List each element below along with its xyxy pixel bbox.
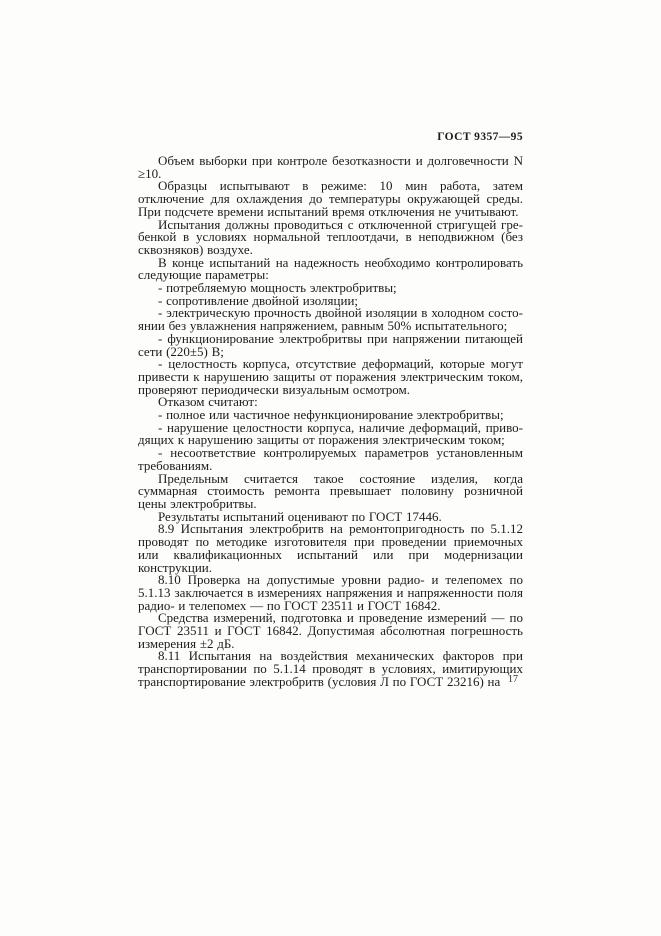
paragraph: - электрическую прочность двойной изоляции в холодном состоянии без увлажнения напряжением, равным 50% испытательного; — [138, 305, 523, 334]
paragraph: Результаты испытаний оценивают по ГОСТ 17446. — [158, 508, 442, 524]
paragraph: 8.11 Испытания на воздействия механических факторов при транспортировании по 5.1.14 проводят в условиях, имитирующих транспортирование электробритв (условия Л по ГОСТ 23216) на — [138, 648, 523, 689]
paragraph: Предельным считается такое состояние изделия, когда суммарная стоимость ремонта превышает половину розничной цены электробритвы. — [138, 470, 523, 511]
paragraph: 8.10 Проверка на допустимые уровни радио- и телепомех по 5.1.13 заключается в измерениях напряжения и напряженности поля радио- и телепомех — по ГОСТ 23511 и ГОСТ 16842. — [138, 572, 523, 613]
running-header: ГОСТ 9357—95 — [437, 131, 523, 143]
paragraph: 8.9 Испытания электробритв на ремонтопригодность по 5.1.12 проводят по методике изготовителя при проведении приемочных или квалификационных испытаний или при модернизации конструкции. — [138, 521, 523, 575]
paragraph: - потребляемую мощность электробритвы; — [158, 280, 397, 296]
paragraph: Образцы испытывают в режиме: 10 мин работа, затем отключение для охлаждения до температуры окружающей среды. При подсчете времени испытаний время отключения не учитывают. — [138, 178, 523, 219]
paragraph: - полное или частичное нефункционирование электробритвы; — [158, 407, 504, 423]
paragraph: Средства измерений, подготовка и проведение измерений — по ГОСТ 23511 и ГОСТ 16842. Допустимая абсолютная погрешность измерения ±2 дБ. — [138, 610, 523, 651]
paragraph: Испытания должны проводиться с отключенной стригущей гребенкой в условиях нормальной теплоотдачи, в неподвижном (без сквозняков) воздухе. — [138, 216, 523, 257]
document-body — [138, 155, 523, 689]
page-number: 17 — [508, 674, 518, 685]
paragraph: В конце испытаний на надежность необходимо контролировать следующие параметры: — [138, 254, 523, 283]
paragraph: - несоответствие контролируемых параметров установленным требованиям. — [138, 445, 523, 473]
paragraph: - сопротивление двойной изоляции; — [158, 292, 359, 308]
paragraph: - функционирование электробритвы при напряжении питающей сети (220±5) В; — [138, 330, 523, 359]
paragraph: - целостность корпуса, отсутствие деформаций, которые могут привести к нарушению защиты от поражения электрическим током, проверяют периодически визуальным осмотром. — [138, 356, 523, 397]
paragraph: Отказом считают: — [158, 394, 258, 410]
paragraph: Объем выборки при контроле безотказности и долговечности N ≥10. — [138, 153, 523, 181]
paragraph: - нарушение целостности корпуса, наличие деформаций, приводящих к нарушению защиты от поражения электрическим током; — [138, 419, 523, 448]
